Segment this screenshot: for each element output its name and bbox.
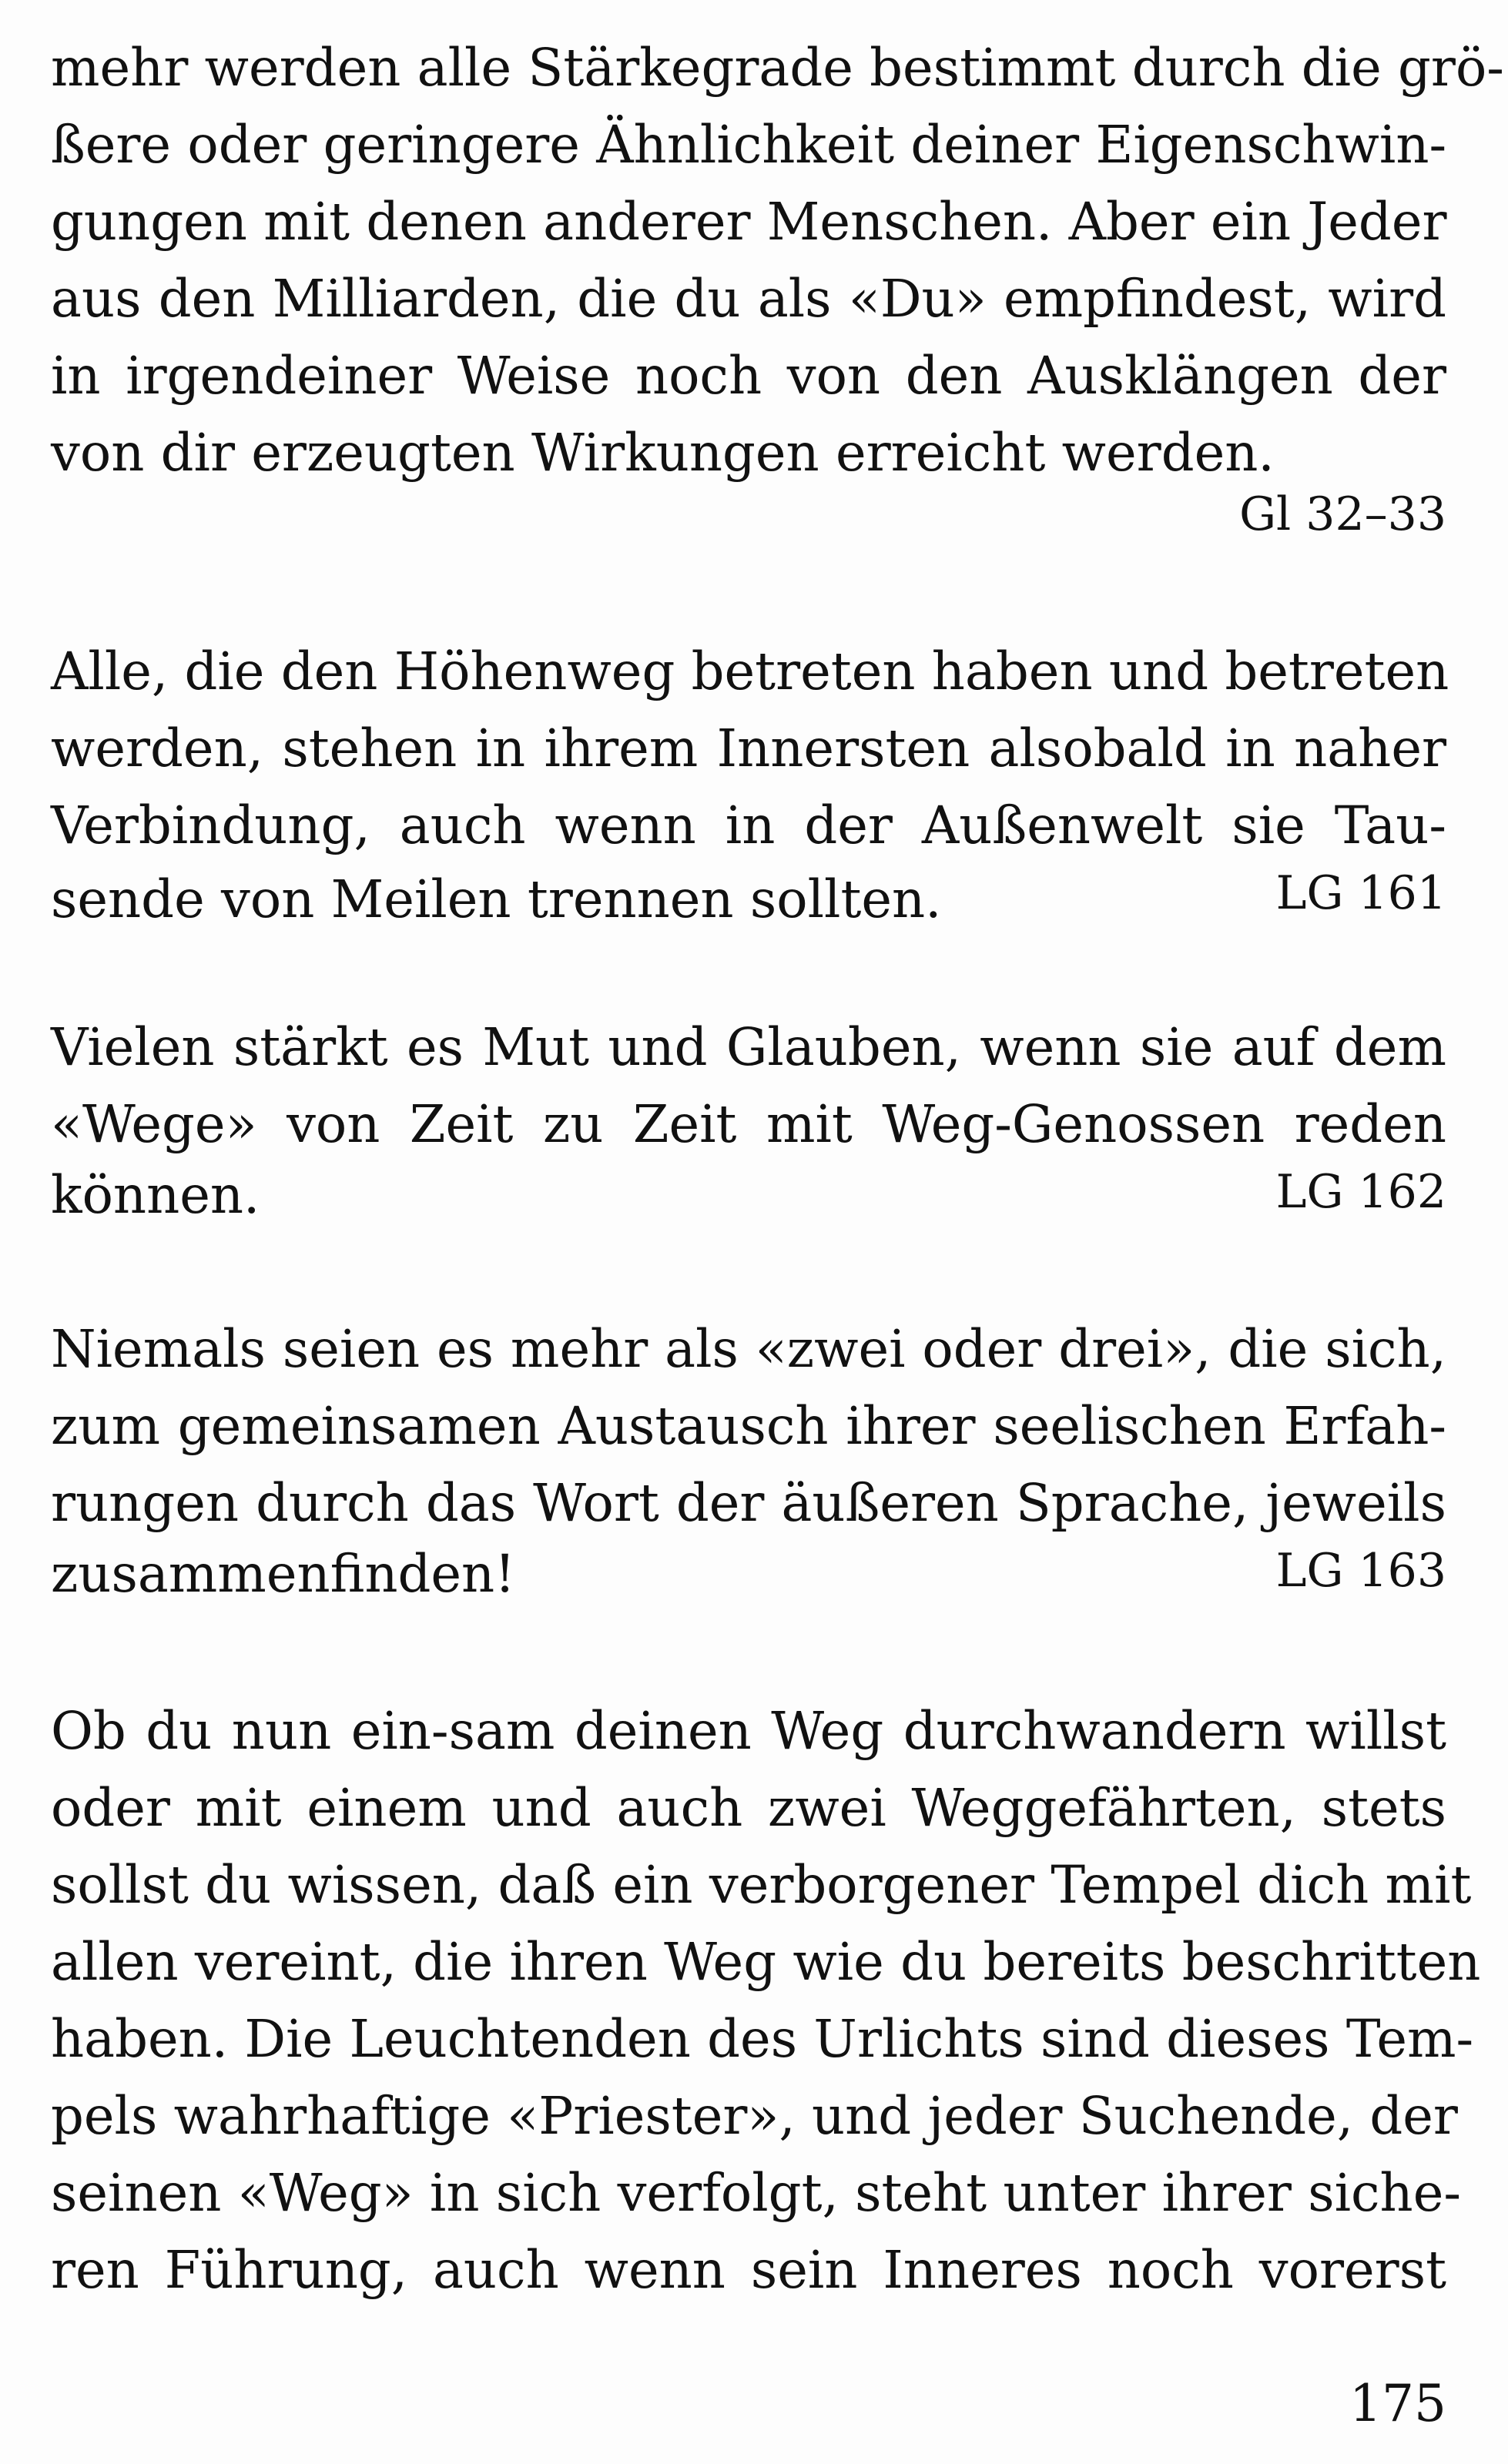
text-line: Alle, die den Höhenweg betreten haben und betreten	[51, 641, 1449, 701]
text-line: gungen mit denen anderer Menschen. Aber ein Jeder	[51, 192, 1447, 252]
text-line: haben. Die Leuchtenden des Urlichts sind dieses Tem-	[51, 2009, 1474, 2069]
text-line: Vielen stärkt es Mut und Glauben, wenn sie auf dem	[51, 1017, 1446, 1077]
text-line: werden, stehen in ihrem Innersten alsobald in naher	[51, 718, 1446, 778]
text-line: mehr werden alle Stärkegrade bestimmt durch die grö-	[51, 38, 1504, 98]
text-line: oder mit einem und auch zwei Weggefährten, stets	[51, 1778, 1446, 1838]
text-line: können.	[51, 1165, 260, 1225]
text-line: Verbindung, auch wenn in der Außenwelt sie Tau-	[51, 795, 1446, 855]
source-reference: LG 163	[1275, 1544, 1446, 1598]
source-reference: LG 162	[1275, 1165, 1446, 1219]
text-line: aus den Milliarden, die du als «Du» empfindest, wird	[51, 269, 1446, 329]
text-line: ßere oder geringere Ähnlichkeit deiner Eigenschwin-	[51, 115, 1447, 175]
text-line: Ob du nun ein-sam deinen Weg durchwandern willst	[51, 1701, 1446, 1761]
page-number: 175	[1349, 2374, 1446, 2433]
text-line: allen vereint, die ihren Weg wie du bereits beschritten	[51, 1932, 1481, 1992]
text-line: «Wege» von Zeit zu Zeit mit Weg-Genossen reden	[51, 1094, 1446, 1154]
text-line: seinen «Weg» in sich verfolgt, steht unter ihrer siche-	[51, 2163, 1461, 2223]
text-line: ren Führung, auch wenn sein Inneres noch vorerst	[51, 2240, 1446, 2300]
text-line: von dir erzeugten Wirkungen erreicht werden.	[51, 423, 1275, 483]
source-reference: Gl 32–33	[1239, 487, 1446, 541]
source-reference: LG 161	[1275, 866, 1446, 920]
text-line: rungen durch das Wort der äußeren Sprache, jeweils	[51, 1473, 1446, 1533]
text-line: zum gemeinsamen Austausch ihrer seelischen Erfah-	[51, 1396, 1446, 1456]
text-line: pels wahrhaftige «Priester», und jeder Suchende, der	[51, 2086, 1458, 2146]
text-line: sende von Meilen trennen sollten.	[51, 869, 942, 929]
text-line: sollst du wissen, daß ein verborgener Tempel dich mit	[51, 1855, 1472, 1915]
text-line: zusammenfinden!	[51, 1544, 516, 1604]
text-line: in irgendeiner Weise noch von den Ausklängen der	[51, 346, 1446, 406]
text-line: Niemals seien es mehr als «zwei oder drei», die sich,	[51, 1319, 1446, 1379]
